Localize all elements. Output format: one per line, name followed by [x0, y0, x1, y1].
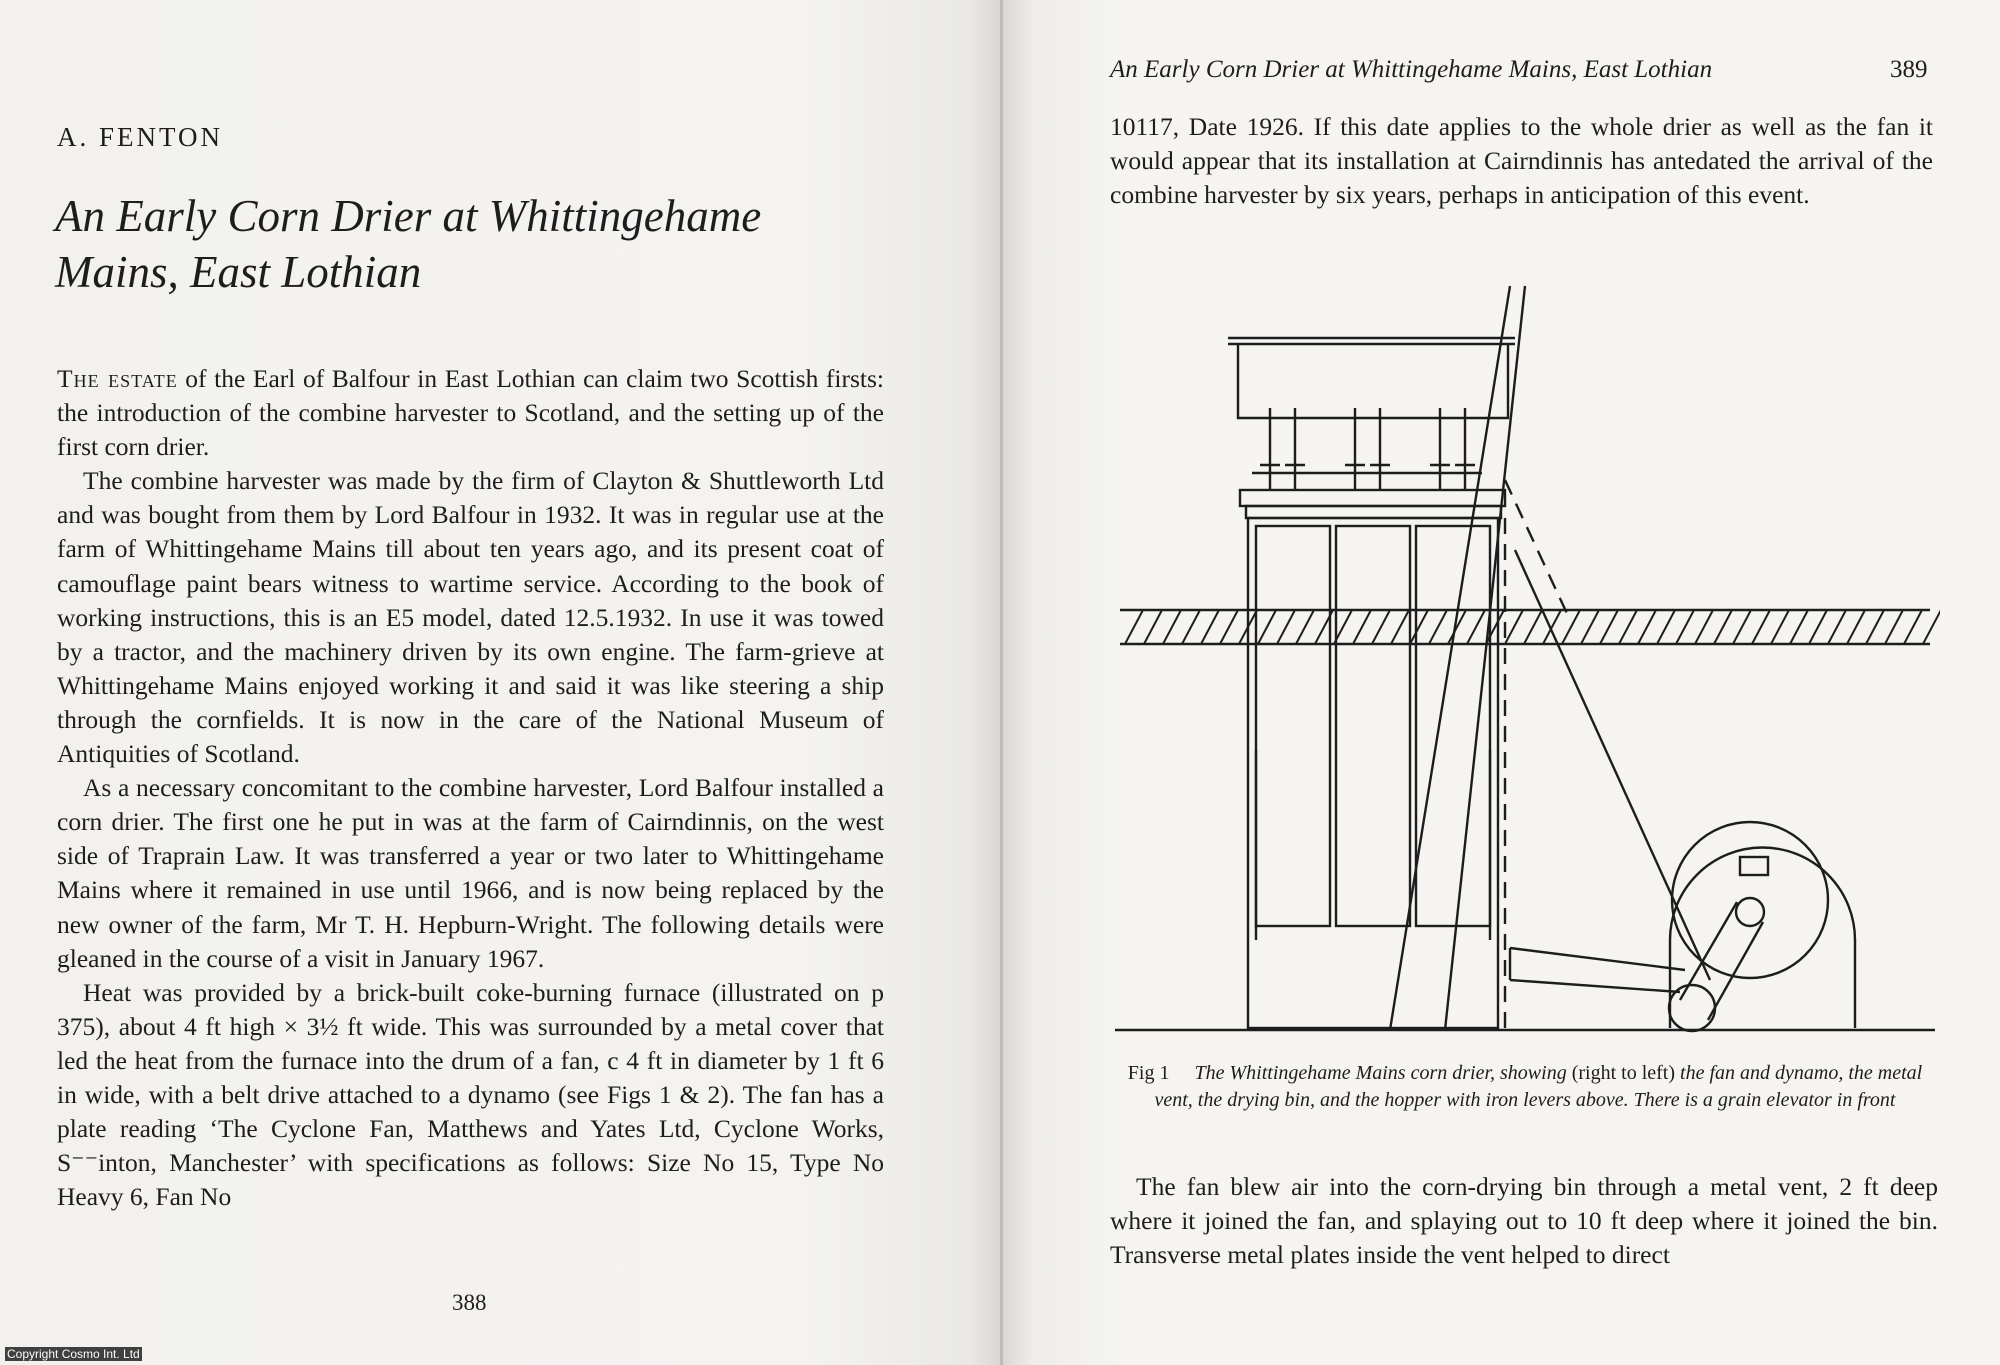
page-number-left: 388 [452, 1290, 487, 1315]
fan-drum [1672, 822, 1828, 978]
right-bottom-paragraph [1110, 1170, 1938, 1272]
hatch-mark [1581, 610, 1599, 644]
hatch-mark [1410, 610, 1428, 644]
hatch-mark [1847, 610, 1865, 644]
hatch-mark [1353, 610, 1371, 644]
figure-label: Fig 1 [1127, 1062, 1170, 1084]
hatch-mark [1885, 610, 1903, 644]
paragraph-1-text: of the Earl of Balfour in East Lothian can claim two Scottish firsts: the introduction of the combine harvester to Scotland, and the setting up of the first corn drier. [57, 364, 885, 462]
left-body-text [57, 362, 884, 1214]
paragraph-4: Heat was provided by a brick-built coke-burning furnace (illustrated on p 375), about 4 ft high × 3½ ft wide. This was surrounded by a metal cover that led the heat from the furnace into the drum of a fan, c 4 ft in diameter by 1 ft 6 in wide, with a belt drive attached to a dynamo (see Figs 1 & 2). The fan has a plate reading ‘The Cyclone Fan, Matthews and Yates Ltd, Cyclone Works, S⁻⁻inton, Manchester’ with specifications as follows: Size No 15, Type No Heavy 6, Fan No [57, 977, 884, 1212]
vent-edge [1515, 550, 1710, 980]
hatch-mark [1866, 610, 1884, 644]
hatch-mark [1277, 610, 1295, 644]
hatch-mark [1258, 610, 1276, 644]
hatch-mark [1125, 610, 1143, 644]
right-top-paragraph: 10117, Date 1926. If this date applies to the whole drier as well as the fan it would appear that its installation at Cairndinnis has antedated the arrival of the combine harvester by six years, perhaps in anticipation of this event. [1110, 112, 1933, 210]
hatch-mark [1638, 610, 1656, 644]
hatch-mark [1429, 610, 1447, 644]
figure-caption [1110, 1060, 1940, 1114]
hatch-mark [1828, 610, 1846, 644]
hatch-mark [1790, 610, 1808, 644]
article-title: An Early Corn Drier at Whittingehame Mains, East Lothian [55, 191, 762, 297]
hatch-mark [1657, 610, 1675, 644]
copyright-watermark: Copyright Cosmo Int. Ltd [7, 1347, 140, 1361]
hatch-mark [1695, 610, 1713, 644]
dynamo [1669, 985, 1715, 1031]
bin-rim [1240, 490, 1505, 506]
hatch-mark [1809, 610, 1827, 644]
running-head: An Early Corn Drier at Whittingehame Mains, East Lothian [1110, 56, 1713, 83]
caption-text-2: (right to left) [1571, 1062, 1676, 1084]
hopper [1238, 344, 1508, 418]
hatch-mark [1619, 610, 1637, 644]
elevator-left [1390, 286, 1510, 1030]
paragraph-1 [57, 362, 884, 464]
hatch-mark [1163, 610, 1181, 644]
hatch-mark [1201, 610, 1219, 644]
hatch-mark [1676, 610, 1694, 644]
paragraph-3: As a necessary concomitant to the combine harvester, Lord Balfour installed a corn drier. The first one he put in was at the farm of Cairndinnis, on the west side of Traprain Law. It was transferred a year or two later to Whittingehame Mains where it remained in use until 1966, and is now being replaced by the new owner of the farm, Mr T. H. Hepburn-Wright. The following details were gleaned in the course of a visit in January 1967. [57, 773, 884, 973]
hatch-mark [1467, 610, 1485, 644]
page-number-right: 389 [1890, 56, 1928, 83]
hatch-mark [1391, 610, 1409, 644]
caption-text-3: the fan and dynamo, the metal vent, the drying bin, and the hopper with iron levers above. There is a grain elevator in front [1154, 1062, 1923, 1111]
paragraph-2: The combine harvester was made by the firm of Clayton & Shuttleworth Ltd and was bought from them by Lord Balfour in 1932. It was in regular use at the farm of Whittingehame Mains till about ten years ago, and its present coat of camouflage paint bears witness to wartime service. According to the book of working instructions, this is an E5 model, dated 12.5.1932. In use it was towed by a tractor, and the machinery driven by its own engine. The farm-grieve at Whittingehame Mains enjoyed working it and said it was like steering a ship through the cornfields. It is now in the care of the National Museum of Antiquities of Scotland. [57, 466, 884, 769]
elevator-right [1445, 286, 1525, 1030]
hatch-mark [1752, 610, 1770, 644]
hatch-mark [1220, 610, 1238, 644]
hatch-mark [1600, 610, 1618, 644]
fan-plate [1740, 857, 1768, 875]
hatch-mark [1562, 610, 1580, 644]
hatch-mark [1372, 610, 1390, 644]
hatch-mark [1144, 610, 1162, 644]
hatch-mark [1771, 610, 1789, 644]
author-name: A. FENTON [57, 122, 224, 152]
hatch-mark [1524, 610, 1542, 644]
hatch-mark [1182, 610, 1200, 644]
corn-drier-figure [1110, 280, 1940, 1050]
iron-levers [1252, 408, 1482, 490]
paragraph-bottom: The fan blew air into the corn-drying bin through a metal vent, 2 ft deep where it joined the fan, and splaying out to 10 ft deep where it joined the bin. Transverse metal plates inside the vent helped to direct [1110, 1172, 1938, 1270]
hatch-mark [1714, 610, 1732, 644]
hatch-mark [1505, 610, 1523, 644]
caption-text-1: The Whittingehame Mains corn drier, showing [1194, 1062, 1567, 1084]
intro-smallcaps: The estate [57, 364, 178, 393]
hatch-mark [1733, 610, 1751, 644]
hatch-mark [1923, 610, 1940, 644]
hatch-mark [1296, 610, 1314, 644]
hatch-mark [1904, 610, 1922, 644]
